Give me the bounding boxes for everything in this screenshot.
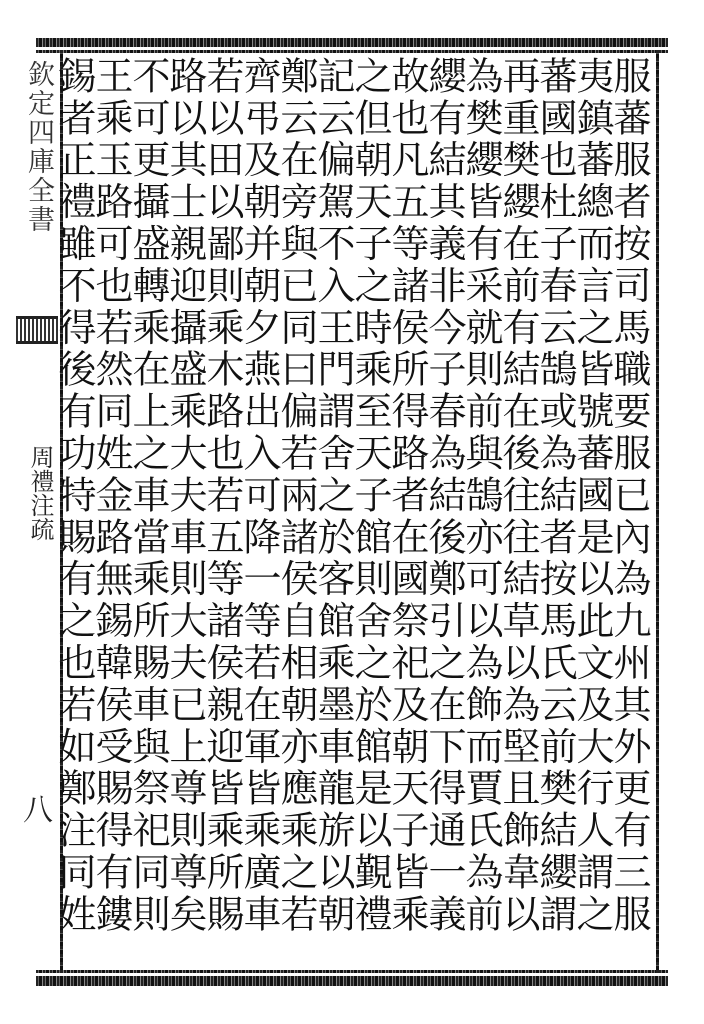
text-column: 記云偏駕不入王門謂舍之於客館乘墨車龍旂以朝: [311, 56, 355, 936]
text-column: 錫者正禮雖不得後有功特賜有之也若如鄭注同姓: [52, 56, 96, 936]
top-border-thick: [36, 38, 668, 47]
page-number: 八: [23, 793, 53, 828]
main-text: [52, 56, 656, 968]
text-column: 蕃國也杜子春云鵠或為結者按馬氏云前樊結纓謂: [533, 56, 577, 936]
text-column: 路以其士親迎攝盛乘大夫車則大夫已上尊則尊矣: [163, 56, 207, 936]
text-column: 為樊纓皆有采就則前與鵠亦可以為飾而賈氏為前: [459, 56, 503, 936]
text-column: 纓有結其義非今子春為結後鄭引之在下得通一義: [422, 56, 466, 936]
bottom-border-thin: [36, 970, 668, 973]
right-border: [656, 50, 659, 973]
top-border-thin: [36, 50, 668, 53]
text-column: 齊弔及朝并朝夕燕出入可降一等若在軍皆乘廣車: [237, 56, 281, 936]
book-title: 周禮注疏: [26, 445, 54, 541]
text-column: 若以田以鄙則乘木路也若五等諸侯親迎皆乘所賜: [200, 56, 244, 936]
text-column: 不可更攝盛轉乘在上之車當乘所賜車與祭祀同則: [126, 56, 170, 936]
text-column: 之但朝天子之時乘至天子館則舍之於館是以覲禮: [348, 56, 392, 936]
text-column: 服蕃服者按司馬職要服已內為九州其外更有三服: [607, 56, 651, 936]
text-column: 故也凡五等諸侯所得路者在國祭祀及朝天子皆乘: [385, 56, 429, 936]
bottom-border-thick: [36, 976, 668, 986]
collection-title: 欽定四庫全書: [23, 60, 54, 234]
text-column: 鄭云在旁與已同曰偏若兩諸侯自相朝亦應乘之若: [274, 56, 318, 936]
text-column: 再重樊纓在前有結在後往往結草以為堅且飾韋以: [496, 56, 540, 936]
text-column: 王乘玉路可也若然同姓金路無錫韓侯受賜得有鏤: [89, 56, 133, 936]
text-column: 夷鎮蕃總而言之皆號蕃國是以此文及大行人謂之: [570, 56, 614, 936]
